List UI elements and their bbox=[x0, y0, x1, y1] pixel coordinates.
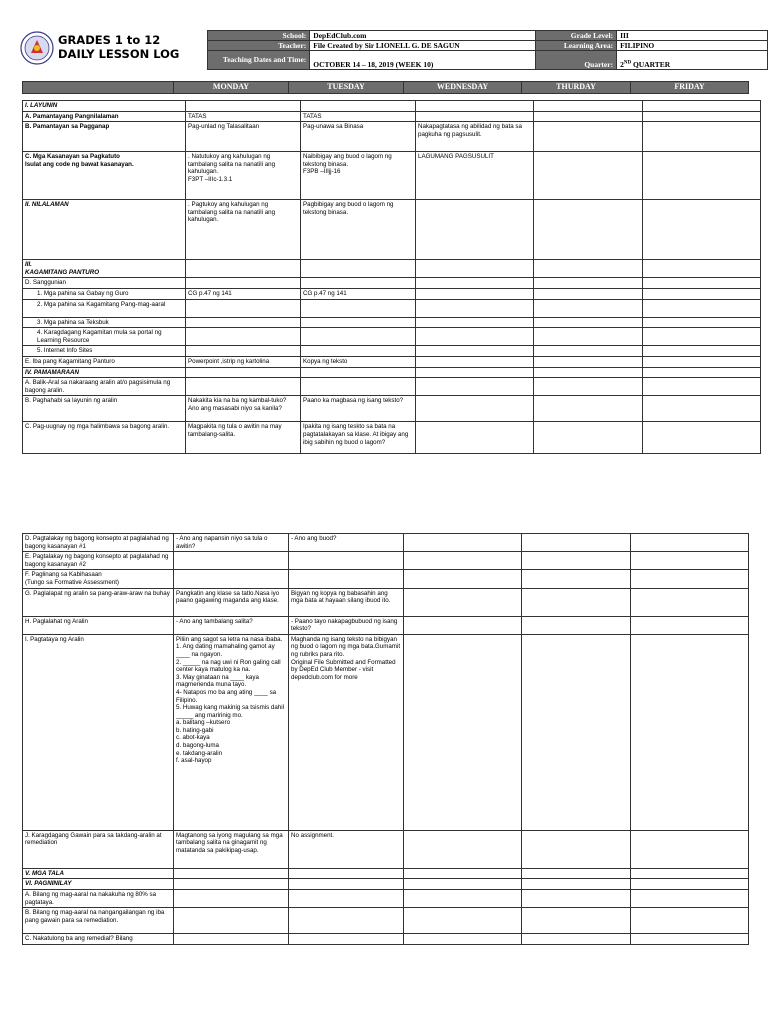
day-cell: Paano ka magbasa ng isang teksto? bbox=[301, 396, 416, 422]
quarter-suffix: ND bbox=[623, 60, 632, 66]
day-cell bbox=[534, 101, 643, 112]
day-cell bbox=[186, 278, 301, 289]
day-cell bbox=[534, 200, 643, 260]
table-row bbox=[23, 634, 749, 830]
day-cell: Pagbibigay ang buod o lagom ng tekstong binasa. bbox=[301, 200, 416, 260]
table-row bbox=[23, 367, 761, 378]
day-cell bbox=[416, 200, 534, 260]
day-cell bbox=[534, 356, 643, 367]
table-row bbox=[23, 868, 749, 879]
row-label: B. Pamantayan sa Pagganap bbox=[23, 122, 186, 152]
day-cell bbox=[404, 552, 522, 570]
day-cell bbox=[174, 570, 289, 588]
day-cell bbox=[416, 288, 534, 299]
day-cell: Magpakita ng tula o awitin na may tambalang-salita. bbox=[186, 422, 301, 454]
day-cell bbox=[404, 934, 522, 945]
row-label: G. Paglalapat ng aralin sa pang-araw-araw na buhay bbox=[23, 588, 174, 616]
day-cell bbox=[522, 552, 631, 570]
table-row bbox=[23, 534, 749, 552]
day-cell bbox=[631, 868, 749, 879]
quarter-text: QUARTER bbox=[631, 60, 671, 69]
day-cell bbox=[416, 299, 534, 317]
day-cell bbox=[534, 317, 643, 328]
table-row bbox=[23, 422, 761, 454]
day-cell bbox=[631, 634, 749, 830]
day-header-monday: MONDAY bbox=[174, 82, 289, 94]
day-cell bbox=[186, 260, 301, 278]
day-cell bbox=[643, 317, 761, 328]
day-cell: Powerpoint ,istrip ng kartolina bbox=[186, 356, 301, 367]
row-label: III. KAGAMITANG PANTURO bbox=[23, 260, 186, 278]
day-cell bbox=[631, 552, 749, 570]
row-label: B. Paghahabi sa layunin ng aralin bbox=[23, 396, 186, 422]
day-cell bbox=[631, 830, 749, 868]
day-cell bbox=[643, 278, 761, 289]
day-cell bbox=[534, 396, 643, 422]
day-cell bbox=[186, 328, 301, 346]
day-cell bbox=[301, 367, 416, 378]
row-label: D. Pagtalakay ng bagong konsepto at paglalahad ng bagong kasanayan #1 bbox=[23, 534, 174, 552]
day-cell: Piliin ang sagot sa letra na nasa ibaba. 1. Ang dating mamahaling gamot ay ____ na ngayon. 2. _____ na nag uwi ni Ron galing call center kaya matulog ka na. 3. May ginataan na ____ kaya magmerienda muna tayo. 4- Natapos mo ba ang ating ____ sa Filipino. 5. Huwag kang makinig sa tsismis dahil _____ ang maririnig mo. a. balitang –kutsero b. hating-gabi c. abot-kaya d. bagong-luma e. takdang-aralin f. asal-hayop bbox=[174, 634, 289, 830]
row-label: E. Pagtalakay ng bagong konsepto at paglalahad ng bagong kasanayan #2 bbox=[23, 552, 174, 570]
day-cell bbox=[631, 616, 749, 634]
day-cell bbox=[174, 934, 289, 945]
day-cell bbox=[522, 889, 631, 907]
day-cell bbox=[186, 378, 301, 396]
day-cell bbox=[643, 260, 761, 278]
day-cell: - Paano tayo nakapagbubuod ng isang teksto? bbox=[289, 616, 404, 634]
day-cell bbox=[534, 422, 643, 454]
day-cell bbox=[522, 934, 631, 945]
row-label: 4. Karagdagang Kagamitan mula sa portal ng Learning Resource bbox=[23, 328, 186, 346]
day-cell bbox=[631, 879, 749, 890]
day-cell bbox=[643, 152, 761, 200]
day-cell bbox=[289, 934, 404, 945]
day-cell bbox=[301, 317, 416, 328]
table-row bbox=[23, 152, 761, 200]
row-label: F. Paglinang sa Kabihasaan (Tungo sa Formative Assessment) bbox=[23, 570, 174, 588]
day-cell: . Pagtukoy ang kahulugan ng tambalang salita na nanatili ang kahulugan. bbox=[186, 200, 301, 260]
row-label: 2. Mga pahina sa Kagamitang Pang-mag-aaral bbox=[23, 299, 186, 317]
day-cell bbox=[416, 101, 534, 112]
day-cell bbox=[404, 588, 522, 616]
day-cell bbox=[404, 908, 522, 934]
table-row bbox=[23, 830, 749, 868]
day-cell bbox=[522, 616, 631, 634]
day-cell: . Natutukoy ang kahulugan ng tambalang salita na nanatili ang kahulugan. F3PT –IIIc-1.3.1 bbox=[186, 152, 301, 200]
quarter-number: 2 bbox=[620, 60, 624, 69]
day-cell: Magtanong sa iyong magulang sa mga tambalang salita na ginagamit ng matatanda sa pakikipag-usap. bbox=[174, 830, 289, 868]
day-cell bbox=[522, 634, 631, 830]
day-cell: Bigyan ng kopya ng babasahin ang mga bata at hayaan silang ibuod ito. bbox=[289, 588, 404, 616]
day-cell bbox=[301, 260, 416, 278]
day-cell: Maghanda ng isang teksto na bibigyan ng buod o lagom ng mga bata.Gumamit ng rubriks para rito. Original File Submitted and Formatted by DepEd Club Member - visit depedclub.com for more bbox=[289, 634, 404, 830]
day-cell bbox=[289, 908, 404, 934]
row-label: A. Bilang ng mag-aaral na nakakuha ng 80% sa pagtataya. bbox=[23, 889, 174, 907]
school-value: DepEdClub.com bbox=[310, 31, 535, 41]
learning-area-value: FILIPINO bbox=[617, 41, 768, 51]
day-cell bbox=[416, 356, 534, 367]
day-cell bbox=[534, 152, 643, 200]
day-cell bbox=[404, 879, 522, 890]
row-label: 5. Internet Info Sites bbox=[23, 346, 186, 357]
day-cell bbox=[416, 367, 534, 378]
day-cell bbox=[416, 260, 534, 278]
day-cell bbox=[534, 278, 643, 289]
table-row bbox=[23, 616, 749, 634]
day-cell bbox=[643, 111, 761, 122]
day-cell bbox=[534, 299, 643, 317]
day-cell bbox=[289, 868, 404, 879]
day-cell: No assignment. bbox=[289, 830, 404, 868]
row-label: 1. Mga pahina sa Gabay ng Guro bbox=[23, 288, 186, 299]
day-cell bbox=[416, 422, 534, 454]
row-label: C. Nakatulong ba ang remedial? Bilang bbox=[23, 934, 174, 945]
table-row bbox=[23, 552, 749, 570]
row-label: IV. PAMAMARAAN bbox=[23, 367, 186, 378]
day-header-row bbox=[22, 81, 749, 94]
teaching-dates-label: Teaching Dates and Time: bbox=[208, 51, 310, 70]
day-cell bbox=[534, 328, 643, 346]
day-cell bbox=[301, 346, 416, 357]
day-cell bbox=[631, 934, 749, 945]
day-cell bbox=[643, 378, 761, 396]
day-cell bbox=[416, 317, 534, 328]
table-row bbox=[23, 288, 761, 299]
day-cell bbox=[534, 111, 643, 122]
day-cell bbox=[631, 889, 749, 907]
day-cell bbox=[174, 879, 289, 890]
quarter-label: Quarter: bbox=[535, 51, 617, 70]
day-cell bbox=[289, 889, 404, 907]
day-cell: CG p.47 ng 141 bbox=[186, 288, 301, 299]
day-cell bbox=[643, 200, 761, 260]
day-cell bbox=[631, 534, 749, 552]
day-cell bbox=[643, 346, 761, 357]
day-cell bbox=[643, 328, 761, 346]
table-row bbox=[23, 908, 749, 934]
day-cell bbox=[404, 616, 522, 634]
day-cell bbox=[174, 552, 289, 570]
day-header-wednesday: WEDNESDAY bbox=[404, 82, 522, 94]
table-row bbox=[23, 570, 749, 588]
document-title bbox=[58, 33, 179, 61]
day-cell: Ipakita ng isang teskto sa bata na pagtatalakayan sa klase. At ibigay ang ibig sabihin ng buod o lagom? bbox=[301, 422, 416, 454]
day-cell bbox=[631, 570, 749, 588]
day-cell bbox=[522, 830, 631, 868]
day-header-blank bbox=[23, 82, 174, 94]
day-cell bbox=[301, 101, 416, 112]
day-cell: - Ano ang napansin niyo sa tula o awitin? bbox=[174, 534, 289, 552]
row-label: J. Karagdagang Gawain para sa takdang-aralin at remediation bbox=[23, 830, 174, 868]
table-row bbox=[23, 879, 749, 890]
day-cell: - Ano ang tambalang salita? bbox=[174, 616, 289, 634]
day-cell bbox=[416, 278, 534, 289]
table-row bbox=[23, 588, 749, 616]
day-cell: LAGUMANG PAGSUSULIT bbox=[416, 152, 534, 200]
day-cell bbox=[643, 288, 761, 299]
row-label: V. MGA TALA bbox=[23, 868, 174, 879]
day-cell bbox=[186, 346, 301, 357]
day-cell bbox=[174, 868, 289, 879]
day-cell bbox=[404, 534, 522, 552]
teaching-dates-value: OCTOBER 14 – 18, 2019 (WEEK 10) bbox=[310, 51, 535, 70]
title-line-1: GRADES 1 to 12 bbox=[58, 33, 161, 47]
day-cell bbox=[289, 552, 404, 570]
table-row bbox=[23, 328, 761, 346]
day-cell bbox=[404, 889, 522, 907]
day-cell bbox=[404, 830, 522, 868]
day-cell bbox=[643, 422, 761, 454]
day-cell bbox=[534, 378, 643, 396]
table-row bbox=[23, 278, 761, 289]
day-cell bbox=[522, 879, 631, 890]
grade-level-label: Grade Level: bbox=[535, 31, 617, 41]
table-row bbox=[23, 317, 761, 328]
table-row bbox=[23, 200, 761, 260]
quarter-value bbox=[617, 51, 768, 70]
table-row bbox=[23, 122, 761, 152]
day-cell: Naibibigay ang buod o lagom ng tekstong binasa. F3PB –IIIjj-16 bbox=[301, 152, 416, 200]
day-cell bbox=[174, 908, 289, 934]
day-cell bbox=[416, 111, 534, 122]
day-cell bbox=[534, 288, 643, 299]
teacher-value: File Created by Sir LIONELL G. DE SAGUN bbox=[310, 41, 535, 51]
table-row bbox=[23, 889, 749, 907]
day-cell bbox=[186, 317, 301, 328]
day-cell bbox=[186, 101, 301, 112]
table-row bbox=[23, 396, 761, 422]
row-label: 3. Mga pahina sa Teksbuk bbox=[23, 317, 186, 328]
day-cell bbox=[643, 101, 761, 112]
day-cell: Nakapagtatasa ng abilidad ng bata sa pagkuha ng pagsusulit. bbox=[416, 122, 534, 152]
learning-area-label: Learning Area: bbox=[535, 41, 617, 51]
day-cell bbox=[631, 588, 749, 616]
row-label: C. Pag-uugnay ng mga halimbawa sa bagong aralin. bbox=[23, 422, 186, 454]
deped-seal-logo bbox=[20, 31, 54, 65]
table-row bbox=[23, 299, 761, 317]
row-label: C. Mga Kasanayan sa Pagkatuto Isulat ang code ng bawat kasanayan. bbox=[23, 152, 186, 200]
lesson-table-page-2 bbox=[22, 533, 749, 945]
day-cell bbox=[643, 122, 761, 152]
day-cell bbox=[404, 634, 522, 830]
table-row bbox=[23, 111, 761, 122]
day-cell bbox=[416, 328, 534, 346]
day-cell bbox=[643, 356, 761, 367]
day-cell bbox=[301, 378, 416, 396]
day-header-tuesday: TUESDAY bbox=[289, 82, 404, 94]
day-cell bbox=[522, 570, 631, 588]
day-cell bbox=[631, 908, 749, 934]
day-cell: Pag-unlad ng Talasalitaan bbox=[186, 122, 301, 152]
day-cell: - Ano ang buod? bbox=[289, 534, 404, 552]
day-cell: Kopya ng teksto bbox=[301, 356, 416, 367]
row-label: II. NILALAMAN bbox=[23, 200, 186, 260]
row-label: B. Bilang ng mag-aaral na nangangailangan ng iba pang gawain para sa remediation. bbox=[23, 908, 174, 934]
table-row bbox=[23, 260, 761, 278]
day-cell bbox=[534, 367, 643, 378]
day-cell: CG p.47 ng 141 bbox=[301, 288, 416, 299]
day-cell bbox=[301, 299, 416, 317]
day-cell bbox=[174, 889, 289, 907]
table-row bbox=[23, 378, 761, 396]
day-cell bbox=[416, 378, 534, 396]
day-cell bbox=[416, 346, 534, 357]
title-line-2: DAILY LESSON LOG bbox=[58, 47, 180, 61]
day-cell bbox=[404, 570, 522, 588]
day-cell bbox=[522, 588, 631, 616]
day-cell bbox=[289, 570, 404, 588]
day-header-thursday: THURDAY bbox=[522, 82, 631, 94]
day-cell bbox=[186, 367, 301, 378]
day-cell bbox=[522, 908, 631, 934]
day-cell: TATAS bbox=[186, 111, 301, 122]
row-label: D. Sanggunian bbox=[23, 278, 186, 289]
row-label: I. LAYUNIN bbox=[23, 101, 186, 112]
day-cell bbox=[522, 868, 631, 879]
day-cell bbox=[643, 299, 761, 317]
row-label: H. Paglalahat ng Aralin bbox=[23, 616, 174, 634]
day-header-friday: FRIDAY bbox=[631, 82, 749, 94]
header-info-table bbox=[207, 30, 768, 70]
row-label: E. Iba pang Kagamitang Panturo bbox=[23, 356, 186, 367]
day-cell bbox=[522, 534, 631, 552]
day-cell bbox=[534, 122, 643, 152]
row-label: VI. PAGNINILAY bbox=[23, 879, 174, 890]
day-cell: TATAS bbox=[301, 111, 416, 122]
day-cell bbox=[301, 328, 416, 346]
row-label: A. Pamantayang Pangnilalaman bbox=[23, 111, 186, 122]
day-cell bbox=[289, 879, 404, 890]
day-cell bbox=[416, 396, 534, 422]
day-cell bbox=[404, 868, 522, 879]
teacher-label: Teacher: bbox=[208, 41, 310, 51]
day-cell bbox=[643, 396, 761, 422]
grade-level-value: III bbox=[617, 31, 768, 41]
day-cell: Nakakita kia na ba ng kambal-tuko? Ano ang masasabi niyo sa kanila? bbox=[186, 396, 301, 422]
table-row bbox=[23, 101, 761, 112]
table-row bbox=[23, 934, 749, 945]
day-cell bbox=[301, 278, 416, 289]
lesson-table-page-1 bbox=[22, 100, 761, 454]
table-row bbox=[23, 356, 761, 367]
day-cell bbox=[534, 260, 643, 278]
school-label: School: bbox=[208, 31, 310, 41]
day-cell: Pag-unawa sa Binasa bbox=[301, 122, 416, 152]
day-cell bbox=[643, 367, 761, 378]
row-label: A. Balik-Aral sa nakaraang aralin at/o pagsisimula ng bagong aralin. bbox=[23, 378, 186, 396]
table-row bbox=[23, 346, 761, 357]
day-cell bbox=[534, 346, 643, 357]
day-cell: Pangkatin ang klase sa tatlo.Nasa iyo paano gagawing maganda ang klase. bbox=[174, 588, 289, 616]
day-cell bbox=[186, 299, 301, 317]
row-label: I. Pagtataya ng Aralin bbox=[23, 634, 174, 830]
